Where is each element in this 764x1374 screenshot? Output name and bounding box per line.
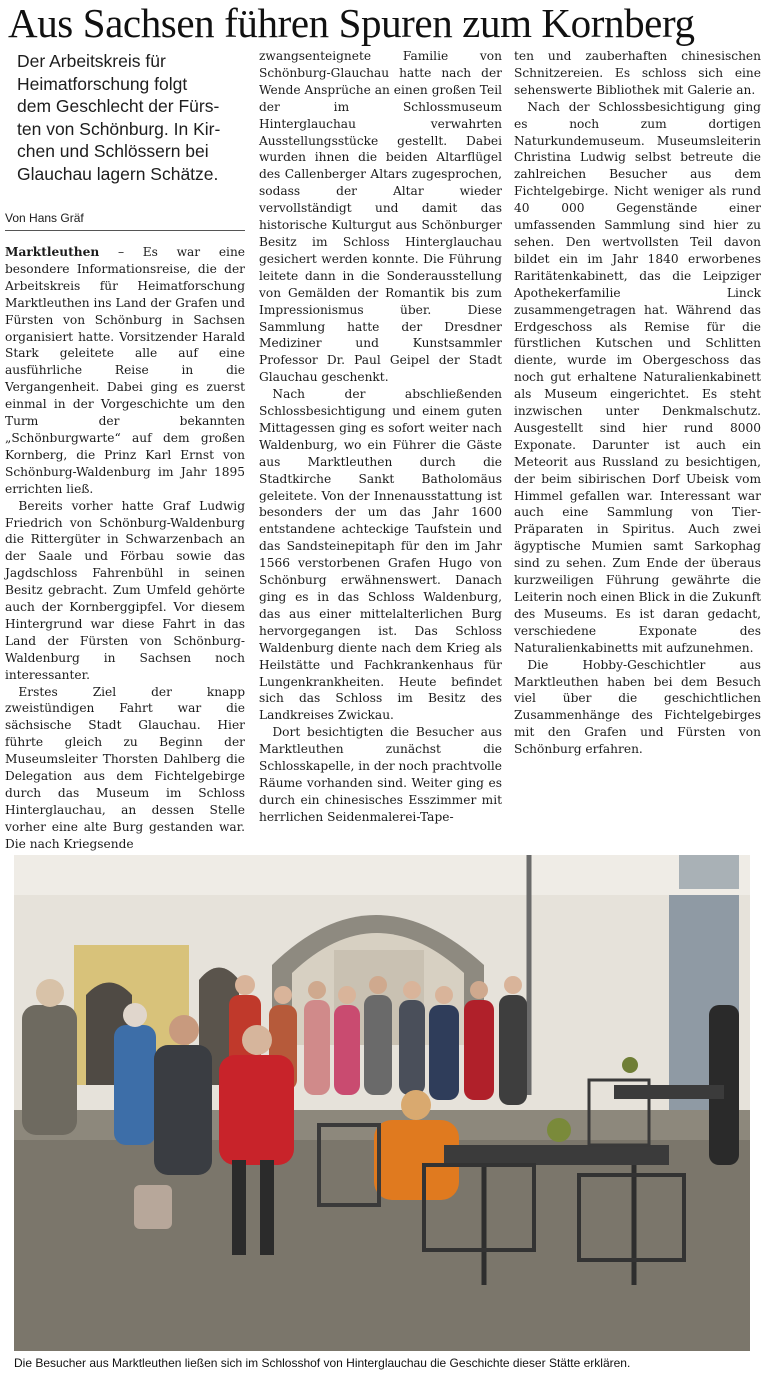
article-paragraph	[5, 244, 245, 498]
lead-paragraph	[17, 50, 245, 185]
article-paragraph: ten und zauberhaften chinesischen Schnitzereien. Es schloss sich eine sehenswerte Bibliothek mit Galerie an.	[514, 49, 761, 97]
lead-line: dem Geschlecht der Fürs-	[17, 96, 220, 116]
photo-caption: Die Besucher aus Marktleuthen ließen sich im Schlosshof von Hinterglauchau die Geschichte dieser Stätte erklären.	[14, 1356, 631, 1370]
upper-window	[679, 855, 739, 889]
paragraph-text: – Es war eine besondere Informationsreise, die der Arbeitskreis für Heimatforschung Marktleuthen ins Land der Grafen und Fürsten von Schönburg in Sachsen organisiert hatte. Vorsitzender Harald Stark geleitete alle auf eine ausführliche Reise in die Vergangenheit. Dabei ging es zuerst einmal in der Vorgeschichte um den Turm der bekannten „Schönburgwarte“ auf dem großen Kornberg, die Prinz Karl Ernst von Schönburg-Waldenburg im Jahr 1895 errichten ließ.	[5, 245, 245, 496]
author-byline: Von Hans Gräf	[5, 211, 84, 225]
photo-illustration	[14, 855, 750, 1351]
dateline: Marktleuthen	[5, 245, 100, 259]
lead-line: Heimatforschung folgt	[17, 73, 188, 94]
sky-strip	[14, 855, 750, 895]
article-paragraph: Dort besichtigten die Besucher aus Marktleuthen zunächst die Schlosskapelle, in der noch prachtvolle Räume vorhanden sind. Weiter ging es durch ein chinesisches Esszimmer mit herrlichen Seidenmalerei-Tape-	[259, 725, 502, 824]
lead-line: chen und Schlössern bei	[17, 141, 209, 161]
article-photo	[14, 855, 750, 1351]
byline-divider	[5, 230, 245, 231]
lead-line: ten von Schönburg. In Kir-	[17, 118, 221, 139]
article-column-3	[514, 48, 761, 758]
handbag	[134, 1185, 172, 1229]
article-column-1	[5, 244, 245, 853]
article-paragraph: Die Hobby-Geschichtler aus Marktleuthen haben bei dem Besuch viel über die geschichtlichen Zusammenhänge des Fichtelgebirges mit den Grafen und Fürsten von Schönburg erfahren.	[514, 657, 761, 757]
article-column-2	[259, 48, 502, 826]
article-paragraph: Nach der Schlossbesichtigung ging es noch zum dortigen Naturkundemuseum. Museumsleiterin Christina Ludwig selbst betreute die zahlreichen Besucher aus dem Fichtelgebirge. Nicht weniger als rund 40 000 Gegenstände einer umfassenden Sammlung sind hier zu sehen. Den wertvollsten Teil davon bildet ein im Jahr 1840 erworbenes Raritätenkabinett, das die Leipziger Apothekerfamilie Linck zusammengetragen hat. Während das Erdgeschoss als Remise für die fürstlichen Kutschen und Schlitten diente, wurde im Obergeschoss das noch gut erhaltene Naturalienkabinett als Museum eingerichtet. Es steht inzwischen unter Denkmalschutz. Ausgestellt sind hier rund 8000 Exponate. Darunter ist auch ein Meteorit aus Russland zu besichtigen, der beim sibirischen Dorf Ubeisk vom Himmel gefallen war. Interessant war auch eine Sammlung von Tier-Präparaten in Spiritus. Auch zwei ägyptische Mumien samt Sarkophag sind zu sehen. Zum Ende der überaus kurzweiligen Führung gewährte die Leiterin noch einen Blick in die Zukunft des Museums. Es ist daran gedacht, verschiedene Exponate des Naturalienkabinetts mit aufzunehmen.	[514, 99, 761, 655]
article-paragraph: zwangsenteignete Familie von Schönburg-Glauchau hatte nach der Wende Ansprüche an einen großen Teil der im Schlossmuseum Hinterglauchau verwahrten Ausstellungsstücke gestellt. Dabei wurden ihnen die beiden Altarflügel des Callenberger Altars zugesprochen, sodass der Altar wieder vervollständigt und damit das historische Kulturgut aus Schönburger Besitz im Schloss Hinterglauchau gesichert werden konnte. Die Führung leitete dann in die Sonderausstellung von Gemälden der Romantik bis zum Impressionismus über. Diese Sammlung hatte der Dresdner Mediziner und Kunstsammler Professor Dr. Paul Geipel der Stadt Glauchau geschenkt.	[259, 49, 502, 385]
lead-line: Glauchau lagern Schätze.	[17, 163, 219, 184]
headline: Aus Sachsen führen Spuren zum Kornberg	[8, 0, 695, 46]
article-paragraph: Erstes Ziel der knapp zweistündigen Fahrt war die sächsische Stadt Glauchau. Hier führte gleich zu Beginn der Museumsleiter Thorsten Dahlberg die Delegation aus dem Fichtelgebirge durch das Museum im Schloss Hinterglauchau, an dessen Stelle vorher eine alte Burg gestanden war. Die nach Kriegsende	[5, 684, 245, 851]
article-paragraph: Nach der abschließenden Schlossbesichtigung und einem guten Mittagessen ging es sofort weiter nach Waldenburg, wo ein Führer die Gäste aus Marktleuthen durch die Stadtkirche Sankt Batholomäus geleitete. Von der Innenausstattung ist besonders der um das Jahr 1600 entstandene achteckige Taufstein und das Sandsteinepitaph für den im Jahr 1566 verstorbenen Grafen Hugo von Schönburg erwähnenswert. Danach ging es in das Schloss Waldenburg, das aus einer mittelalterlichen Burg hervorgegangen ist. Das Schloss Waldenburg diente nach dem Krieg als Heilstätte und Fachkrankenhaus für Lungenkrankheiten. Heute befindet sich das Schloss im Besitz des Landkreises Zwickau.	[259, 387, 502, 723]
article-paragraph: Bereits vorher hatte Graf Ludwig Friedrich von Schönburg-Waldenburg die Rittergüter in Schwarzenbach an der Saale und Förbau sowie das Jagdschloss Fahrenbühl in seinen Besitz gebracht. Zum Umfeld gehörte auch der Kornberggipfel. Vor diesem Hintergrund war diese Fahrt in das Land der Fürsten von Schönburg-Waldenburg in Sachsen noch interessanter.	[5, 498, 245, 682]
lead-line: Der Arbeitskreis für	[17, 51, 166, 71]
